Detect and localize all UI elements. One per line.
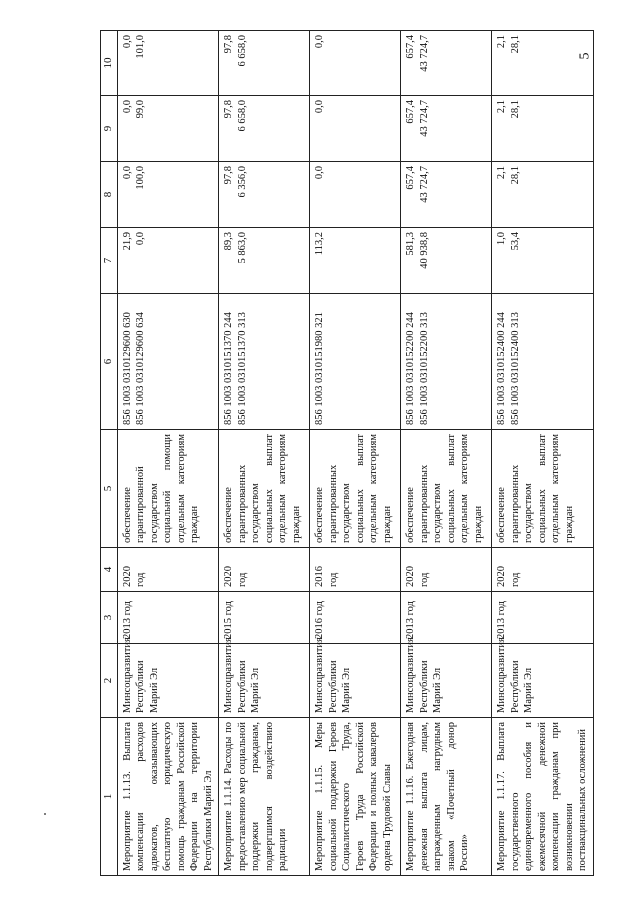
amount-col9: 657,4 43 724,7 [401, 96, 492, 162]
amount-col7: 89,3 5 863,0 [219, 228, 310, 294]
budget-code: 856 1003 0310129600 630 856 1003 0310129600 634 [117, 294, 219, 430]
agency: Минсоцразвития Республики Марий Эл [492, 644, 594, 718]
budget-code: 856 1003 0310151370 244 856 1003 0310151370 313 [219, 294, 310, 430]
purpose: обеспечение гарантированных государством социальных выплат отдельным категориям граждан [310, 430, 401, 548]
col-header: 2 [101, 644, 118, 718]
budget-code: 856 1003 0310151980 321 [310, 294, 401, 430]
col-header: 9 [101, 96, 118, 162]
table-row [310, 31, 401, 876]
start-year: 2013 год [492, 592, 594, 644]
purpose: обеспечение гарантированной государством социальной помощи отдельным категориям граждан [117, 430, 219, 548]
amount-col8: 2,1 28,1 [492, 162, 594, 228]
table-row [117, 31, 219, 876]
col-header: 7 [101, 228, 118, 294]
col-header: 3 [101, 592, 118, 644]
event-name: Мероприятие 1.1.16. Ежегодная денежная выплата лицам, награжденным нагрудным знаком «Почетный донор России» [401, 718, 492, 876]
col-header: 5 [101, 430, 118, 548]
col-header: 8 [101, 162, 118, 228]
amount-col8: 657,4 43 724,7 [401, 162, 492, 228]
header-row [101, 31, 118, 876]
amount-col7: 21,9 0,0 [117, 228, 219, 294]
scan-speck [44, 813, 46, 815]
amount-col8: 0,0 [310, 162, 401, 228]
table-row [492, 31, 594, 876]
event-name: Мероприятие 1.1.14. Расходы по предоставлению мер социальной поддержки гражданам, подвергшимся воздействию радиации [219, 718, 310, 876]
amount-col10: 0,0 101,0 [117, 31, 219, 96]
table-row [219, 31, 310, 876]
start-year: 2013 год [401, 592, 492, 644]
start-year: 2013 год [117, 592, 219, 644]
agency: Минсоцразвития Республики Марий Эл [117, 644, 219, 718]
amount-col10: 2,1 28,1 [492, 31, 594, 96]
col-header: 1 [101, 718, 118, 876]
amount-col7: 581,3 40 938,8 [401, 228, 492, 294]
amount-col9: 2,1 28,1 [492, 96, 594, 162]
purpose: обеспечение гарантированных государством социальных выплат отдельным категориям граждан [401, 430, 492, 548]
end-year: 2020 год [401, 548, 492, 592]
amount-col8: 0,0 100,0 [117, 162, 219, 228]
program-events-table [100, 30, 594, 876]
amount-col9: 0,0 99,0 [117, 96, 219, 162]
event-name: Мероприятие 1.1.13. Выплата компенсации расходов адвокатов, оказывающих бесплатную юридическую помощь гражданам Российской Федерации на территории Республики Марий Эл [117, 718, 219, 876]
amount-col7: 113,2 [310, 228, 401, 294]
event-name: Мероприятие 1.1.15. Меры социальной поддержки Героев Социалистического Труда, Героев Труда Российской Федерации и полных кавалеров ордена Трудовой Славы [310, 718, 401, 876]
amount-col9: 97,8 6 658,0 [219, 96, 310, 162]
rotated-table-container [100, 31, 588, 876]
page-number: 5 [577, 52, 593, 60]
amount-col10: 657,4 43 724,7 [401, 31, 492, 96]
budget-code: 856 1003 0310152200 244 856 1003 0310152200 313 [401, 294, 492, 430]
agency: Минсоцразвития Республики Марий Эл [310, 644, 401, 718]
agency: Минсоцразвития Республики Марий Эл [219, 644, 310, 718]
agency: Минсоцразвития Республики Марий Эл [401, 644, 492, 718]
amount-col10: 0,0 [310, 31, 401, 96]
start-year: 2015 год [219, 592, 310, 644]
purpose: обеспечение гарантированных государством социальных выплат отдельным категориям граждан [492, 430, 594, 548]
col-header: 6 [101, 294, 118, 430]
end-year: 2020 год [219, 548, 310, 592]
end-year: 2016 год [310, 548, 401, 592]
purpose: обеспечение гарантированных государством социальных выплат отдельным категориям граждан [219, 430, 310, 548]
budget-code: 856 1003 0310152400 244 856 1003 0310152400 313 [492, 294, 594, 430]
amount-col8: 97,8 6 356,0 [219, 162, 310, 228]
col-header: 4 [101, 548, 118, 592]
end-year: 2020 год [492, 548, 594, 592]
col-header: 10 [101, 31, 118, 96]
amount-col7: 1,0 53,4 [492, 228, 594, 294]
event-name: Мероприятие 1.1.17. Выплата государственного единовременного пособия и ежемесячной денежной компенсации гражданам при возникновении поствакцинальных осложнений [492, 718, 594, 876]
start-year: 2016 год [310, 592, 401, 644]
end-year: 2020 год [117, 548, 219, 592]
table-row [401, 31, 492, 876]
amount-col9: 0,0 [310, 96, 401, 162]
amount-col10: 97,8 6 658,0 [219, 31, 310, 96]
